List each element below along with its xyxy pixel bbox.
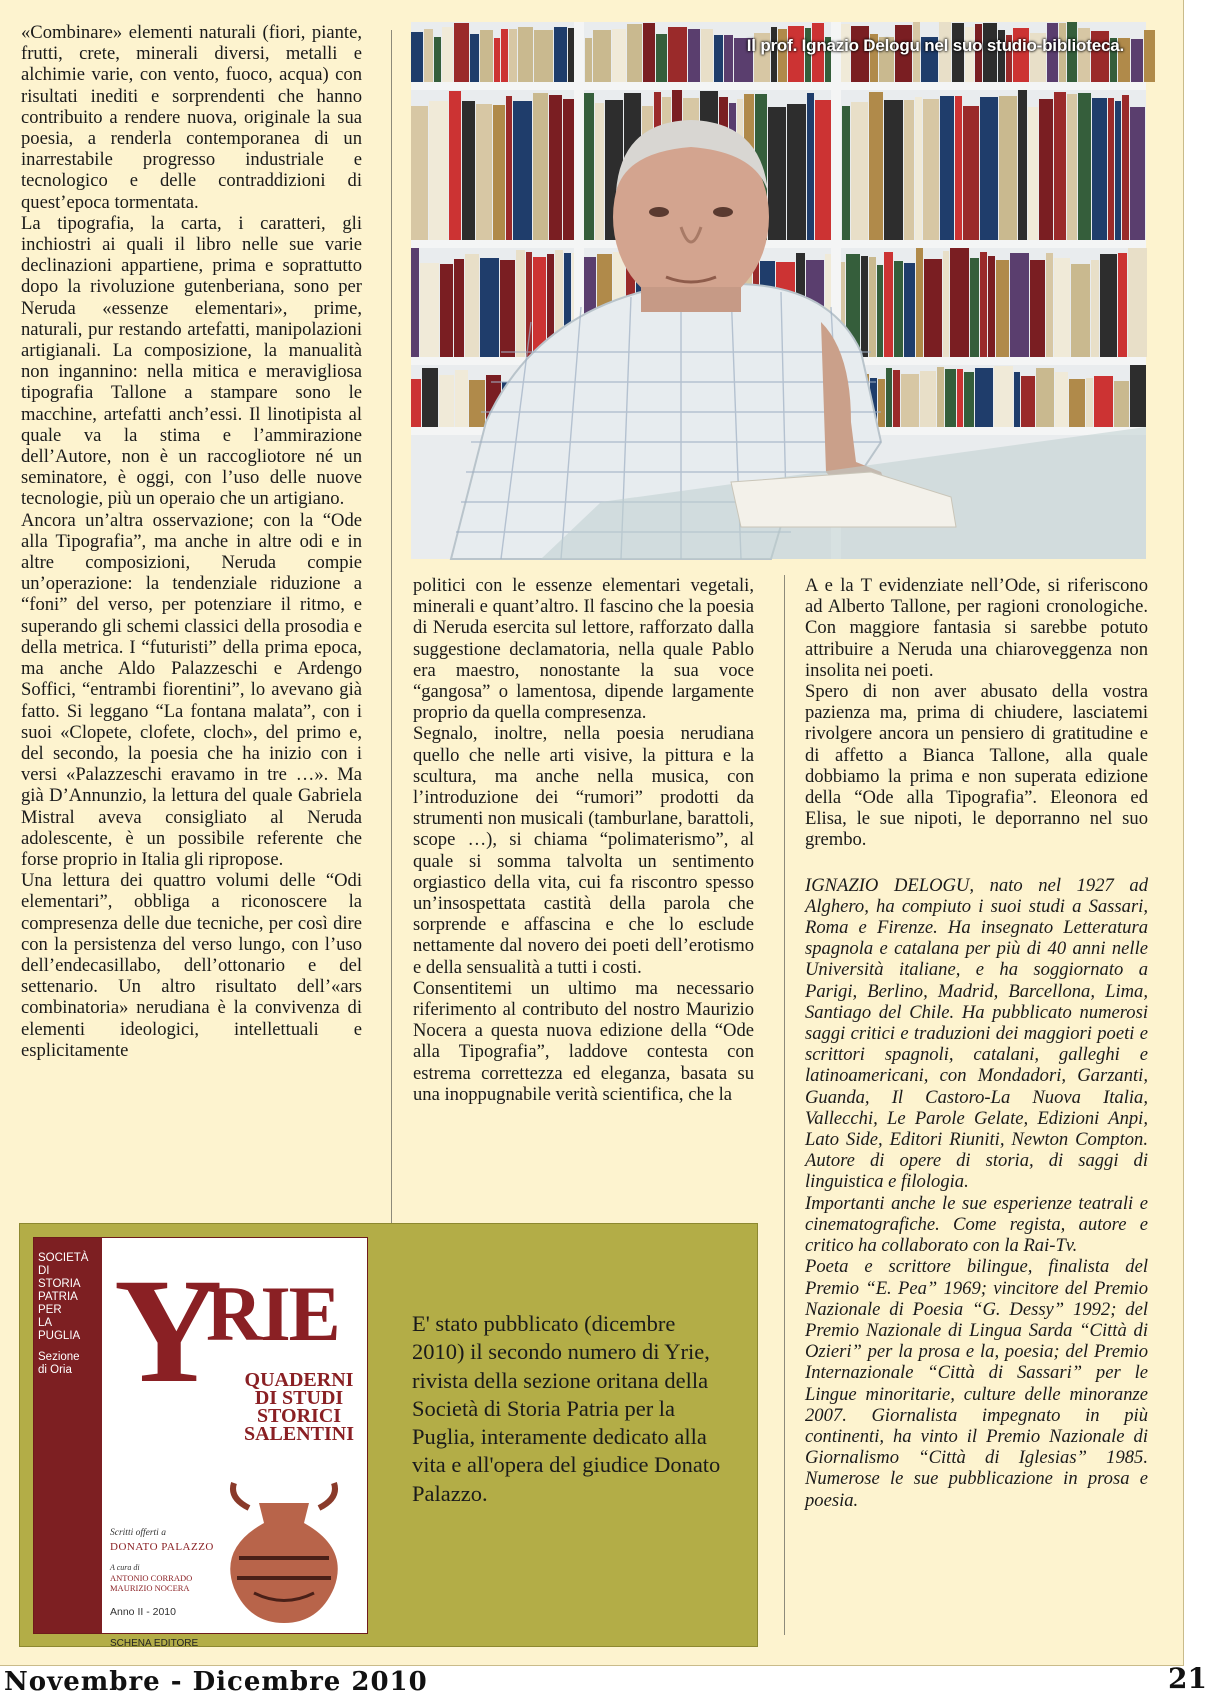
book-spine xyxy=(506,96,512,240)
book-spine xyxy=(861,256,868,357)
paragraph: A e la T evidenziate nell’Ode, si riferiscono ad Alberto Tallone, per ragioni cronologiche. Con maggiore fantasia si sarebbe potuto attribuire a Neruda una chiaroveggenza non insolita nei poeti. xyxy=(805,575,1148,681)
logo-y: Y xyxy=(114,1248,221,1414)
book-spine xyxy=(988,256,995,357)
subtitle-line: SALENTINI xyxy=(243,1423,355,1445)
book-spine xyxy=(1122,95,1129,240)
book-spine xyxy=(1094,376,1113,427)
book-spine xyxy=(768,107,786,240)
subtitle-line: QUADERNI xyxy=(244,1369,354,1391)
photo-caption: Il prof. Ignazio Delogu nel suo studio-biblioteca. xyxy=(746,36,1124,55)
book-spine xyxy=(462,101,475,240)
book-spine xyxy=(1046,253,1053,357)
book-spine xyxy=(807,93,814,240)
book-spine xyxy=(1055,372,1068,427)
book-spine xyxy=(411,248,419,357)
column-divider xyxy=(784,575,785,1635)
book-spine xyxy=(1092,98,1107,240)
book-spine xyxy=(1100,254,1117,357)
book-spine xyxy=(1067,94,1077,240)
book-cover xyxy=(33,1237,368,1649)
book-spine xyxy=(963,106,979,240)
book-spine xyxy=(1069,379,1085,427)
column-2 xyxy=(413,575,754,1105)
book-spine xyxy=(1108,98,1114,240)
book-spine xyxy=(439,375,454,427)
book-spine xyxy=(714,35,723,82)
book-spine xyxy=(955,96,962,240)
book-spine xyxy=(724,35,733,82)
book-spine xyxy=(688,29,700,82)
book-spine xyxy=(1028,107,1038,240)
honoree-name: DONATO PALAZZO xyxy=(110,1541,214,1553)
book-spine xyxy=(449,91,461,240)
band-line: PUGLIA xyxy=(38,1330,81,1342)
book-spine xyxy=(937,367,944,427)
bookshelf-portrait-image xyxy=(411,22,1146,559)
book-spine xyxy=(627,24,642,82)
book-spine xyxy=(424,29,433,82)
issue-date: Novembre - Dicembre 2010 xyxy=(4,1667,428,1697)
book-spine xyxy=(411,32,423,82)
book-spine xyxy=(884,100,903,240)
book-spine xyxy=(957,369,963,427)
book-spine xyxy=(533,93,548,240)
logo-rie: RIE xyxy=(206,1270,339,1357)
book-spine xyxy=(943,251,949,357)
book-spine xyxy=(1030,260,1045,357)
book-spine xyxy=(480,258,499,357)
book-spine xyxy=(469,380,485,427)
book-spine xyxy=(886,368,892,427)
book-spine xyxy=(493,105,505,240)
book-spine xyxy=(501,29,508,82)
book-spine xyxy=(915,97,922,240)
book-spine xyxy=(434,37,441,82)
book-spine xyxy=(916,248,923,357)
book-spine xyxy=(920,371,936,427)
band-line: DI xyxy=(38,1265,50,1277)
portrait-photo xyxy=(411,22,1146,559)
book-spine xyxy=(869,257,876,357)
editor-name: MAURIZIO NOCERA xyxy=(110,1583,190,1593)
book-spine xyxy=(1036,368,1054,427)
column-divider xyxy=(391,30,392,1235)
book-spine xyxy=(1071,264,1090,357)
book-spine xyxy=(1114,381,1129,427)
book-spine xyxy=(893,370,900,427)
book-spine xyxy=(980,97,998,240)
book-spine xyxy=(612,29,626,82)
book-spine xyxy=(904,100,914,240)
book-spine xyxy=(534,30,553,82)
book-spine xyxy=(1131,39,1143,82)
book-spine xyxy=(476,104,492,240)
column-1 xyxy=(21,22,362,1061)
book-spine xyxy=(1018,90,1027,240)
book-spine xyxy=(904,263,915,357)
book-spine xyxy=(554,27,567,82)
book-spine xyxy=(964,372,974,427)
announcement-text: E' stato pubblicato (dicembre 2010) il secondo numero di Yrie, rivista della sezione oritana della Società di Storia Patria per la Puglia, interamente dedicato alla vita e all'opera del giudice Donato Palazzo. xyxy=(412,1311,721,1506)
book-spine xyxy=(842,106,850,240)
editors-label: A cura di xyxy=(110,1563,140,1572)
book-spine xyxy=(1078,93,1091,240)
book-spine xyxy=(970,258,979,357)
paragraph: Segnalo, inoltre, nella poesia nerudiana quello che nelle arti visive, la pittura e la scultura, ma anche nella musica, con l’introduzione dei “rumori” prodotti da strumenti non musicali (tamburlane, barattoli, scope …), si chiama “polimaterismo”, al quale si somma talvolta un sentimento orgiastico della vita, cui fa riscontro spesso un’insospettata castità della parola che sorprende e affascina e che lo esclude nettamente dal novero dei poeti dell’erotismo e della sensualità a tutti i costi. xyxy=(413,723,754,978)
issue-year: Anno II - 2010 xyxy=(110,1606,176,1618)
book-spine xyxy=(994,366,1013,427)
paragraph: Ancora un’altra osservazione; con la “Ode alla Tipografia”, ma anche in altre odi e in altre composizioni, Neruda compie un’operazione: la tendenziale riduzione a “foni” del verso, per potenziare il ritmo, e superando gli schemi classici della prosodia e della metrica. I “futuristi” della prima epoca, ma anche Aldo Palazzeschi e Ardengo Soffici, “entrambi fiorentini”, lo avevano già fatto. Si leggano “La fontana malata”, con i suoi «Clopete, clofete, cloch», del primo e, del secondo, la poesia che ha inizio con i versi «Palazzeschi eravamo in tre …». Ma già D’Annunzio, la lettura del quale Gabriela Mistral aveva consigliato al Neruda adolescente, è un possibile referente che forse proprio in Italia gli ripropose. xyxy=(21,509,362,870)
book-spine xyxy=(1039,99,1053,240)
book-spine xyxy=(1021,376,1035,427)
subtitle-line: DI STUDI xyxy=(254,1387,344,1409)
band-line: LA xyxy=(38,1317,53,1329)
book-spine xyxy=(1010,253,1029,357)
book-spine xyxy=(999,96,1017,240)
band-line: PER xyxy=(38,1304,62,1316)
book-spine xyxy=(643,23,655,82)
book-spine xyxy=(668,27,687,82)
paragraph: politici con le essenze elementari vegetali, minerali e quant’altro. Il fascino che la poesia di Neruda esercita sul lettore, rafforzato dalla suggestione declamatoria, nella quale Pablo era maestro, nonostante la sua voce “gangosa” o lamentosa, dipende largamente proprio da quella compresenza. xyxy=(413,575,754,724)
book-spine xyxy=(945,369,956,427)
book-spine xyxy=(593,30,611,82)
book-spine xyxy=(901,374,919,427)
book-spine xyxy=(1130,107,1145,240)
book-spine xyxy=(950,248,969,357)
book-spine xyxy=(924,259,942,357)
paragraph: Spero di non aver abusato della vostra pazienza ma, prima di chiudere, lasciatemi rivolgere ancora un pensiero di gratitudine e di affetto a Bianca Tallone, alla quale dobbiamo la prima e non superata edizione della “Ode alla Tipografia”. Eleonora ed Elisa, le sue nipoti, le deporranno nel suo grembo. xyxy=(805,681,1148,851)
book-spine xyxy=(1091,260,1099,357)
book-spine xyxy=(465,254,479,357)
book-spine xyxy=(513,101,532,240)
book-spine xyxy=(429,101,448,240)
band-line: di Oria xyxy=(38,1364,72,1376)
book-spine xyxy=(454,23,469,82)
book-spine xyxy=(411,379,421,427)
editor-name: ANTONIO CORRADO xyxy=(110,1573,193,1583)
book-spine xyxy=(583,93,594,240)
subtitle-line: STORICI xyxy=(256,1405,342,1427)
band-line: STORIA xyxy=(38,1278,81,1290)
page-number: 21 xyxy=(1168,1662,1207,1695)
book-spine xyxy=(878,379,885,427)
book-spine xyxy=(1115,101,1121,240)
book-spine xyxy=(585,38,592,82)
vase-icon xyxy=(209,1478,359,1628)
book-spine xyxy=(656,34,667,82)
book-spine xyxy=(422,368,438,427)
cover-band xyxy=(34,1238,102,1633)
announcement-box xyxy=(19,1223,758,1647)
paragraph: Una lettura dei quattro volumi delle “Odi elementari”, obbliga a riconoscere la compresenza delle due tecniche, per così dire con la persistenza del verso lungo, con l’uso dell’endecasillabo, dell’ottonario e del settenario. Un altro risultato dell’«ars combinatoria» nerudiana è la convivenza di elementi ideologici, intellettuali e esplicitamente xyxy=(21,870,362,1061)
book-spine xyxy=(455,370,468,427)
book-spine xyxy=(869,92,883,240)
book-spine xyxy=(877,265,883,357)
book-spine xyxy=(940,96,954,240)
book-spine xyxy=(509,29,517,82)
book-spine xyxy=(1054,92,1066,240)
book-spine xyxy=(1128,248,1147,357)
book-spine xyxy=(851,102,868,240)
book-spine xyxy=(549,95,562,240)
society-name xyxy=(38,1252,88,1377)
paragraph: Consentitemi un ultimo ma necessario riferimento al contributo del nostro Maurizio Nocera a questa nuova edizione della “Ode alla Tipografia”, laddove contesta con estrema correttezza ed eleganza, basata su una inoppugnabile verità scientifica, che la xyxy=(413,977,754,1105)
book-spine xyxy=(996,260,1009,357)
band-line: PATRIA xyxy=(38,1291,78,1303)
journal-subtitle xyxy=(224,1371,374,1443)
paragraph: La tipografia, la carta, i caratteri, gli inchiostri ai quali il libro nelle sue varie declinazioni appartiene, prima e soprattutto dopo la rivoluzione gutenberiana, sono per Neruda «essenze elementari», prime, naturali, pur restando artefatti, manipolazioni artigianali. La composizione, la manualità non ingannino: nella mitica e meravigliosa tipografia Tallone a stampare sono le macchine, artefatti anch’essi. Il linotipista al quale va la stima e l’ammirazione dell’Autore, non è un raccogliotore né un seminatore, è oggi, con l’uso delle nuove tecnologie, più un operaio che un artigiano. xyxy=(21,212,362,510)
book-spine xyxy=(411,106,428,240)
book-spine xyxy=(500,260,515,357)
book-spine xyxy=(980,252,987,357)
column-3 xyxy=(805,575,1148,1511)
book-spine xyxy=(701,29,713,82)
book-spine xyxy=(470,34,479,82)
book-spine xyxy=(1086,378,1093,427)
book-spine xyxy=(494,38,500,82)
book-spine xyxy=(787,104,806,240)
book-spine xyxy=(516,250,525,357)
book-spine xyxy=(975,368,993,427)
dedication-label: Scritti offerti a xyxy=(110,1528,166,1538)
book-spine xyxy=(815,100,831,240)
book-spine xyxy=(595,103,604,240)
book-spine xyxy=(894,261,903,357)
book-spine xyxy=(1130,365,1146,427)
book-spine xyxy=(884,252,893,357)
publisher-name: SCHENA EDITORE xyxy=(110,1638,199,1649)
paragraph: «Combinare» elementi naturali (fiori, piante, frutti, crete, minerali diversi, metalli e alchimie varie, con vento, fuoco, acqua) con risultati inediti e sorprendenti che hanno contribuito a rendere nuova, originale la sua poesia, a renderla contemporanea di un inarrestabile progresso industriale e tecnologico e delle contraddizioni di quest’epoca tormentata. xyxy=(21,22,362,213)
author-bio: Poeta e scrittore bilingue, finalista del Premio “E. Pea” 1969; vincitore del Premio Nazionale di Poesia “G. Dessy” 1992; del Premio Nazionale di Lingua Sarda “Città di Ozieri” per la prosa e la, poesia; del Premio Internazionale “Città di Sassari” per le Lingue minoritarie, culture delle minoranze 2007. Giornalista impegnato in più continenti, ha vinto il Premio Nazionale di Giornalismo “Città di Iglesias” 1985. Numerose le sue pubblicazione in prosa e poesia. xyxy=(805,1256,1148,1511)
book-spine xyxy=(923,99,939,240)
book-spine xyxy=(440,264,453,357)
book-spine xyxy=(1014,372,1020,427)
book-spine xyxy=(518,27,533,82)
book-spine xyxy=(420,263,439,357)
author-bio: IGNAZIO DELOGU, nato nel 1927 ad Alghero, ha compiuto i suoi studi a Sassari, Roma e Firenze. Ha insegnato Letteratura spagnola e catalana per più di 40 anni nelle Università italiane, e ha soggiornato a Parigi, Berlino, Madrid, Barcellona, Lima, Santiago del Chile. Ha pubblicato numerosi saggi critici e traduzioni dei maggiori poeti e scrittori spagnoli, catalani, galleghi e latinoamericani, con Mondadori, Garzanti, Guanda, Il Castoro-La Nuova Italia, Vallecchi, Le Parole Gelate, Edizioni Anpi, Lato Side, Editori Riuniti, Newton Compton. Autore di opere di storia, di saggi di linguistica e filologia. xyxy=(805,874,1148,1193)
band-line: SOCIETÀ xyxy=(38,1252,89,1264)
book-spine xyxy=(1118,253,1127,357)
book-spine xyxy=(454,259,464,357)
author-bio: Importanti anche le sue esperienze teatrali e cinematografiche. Come regista, autore e critico ha collaborato con la Rai-Tv. xyxy=(805,1192,1148,1257)
book-spine xyxy=(1144,30,1155,82)
book-spine xyxy=(442,27,453,82)
book-spine xyxy=(480,30,493,82)
band-line: Sezione xyxy=(38,1351,80,1363)
book-spine xyxy=(1054,258,1070,357)
